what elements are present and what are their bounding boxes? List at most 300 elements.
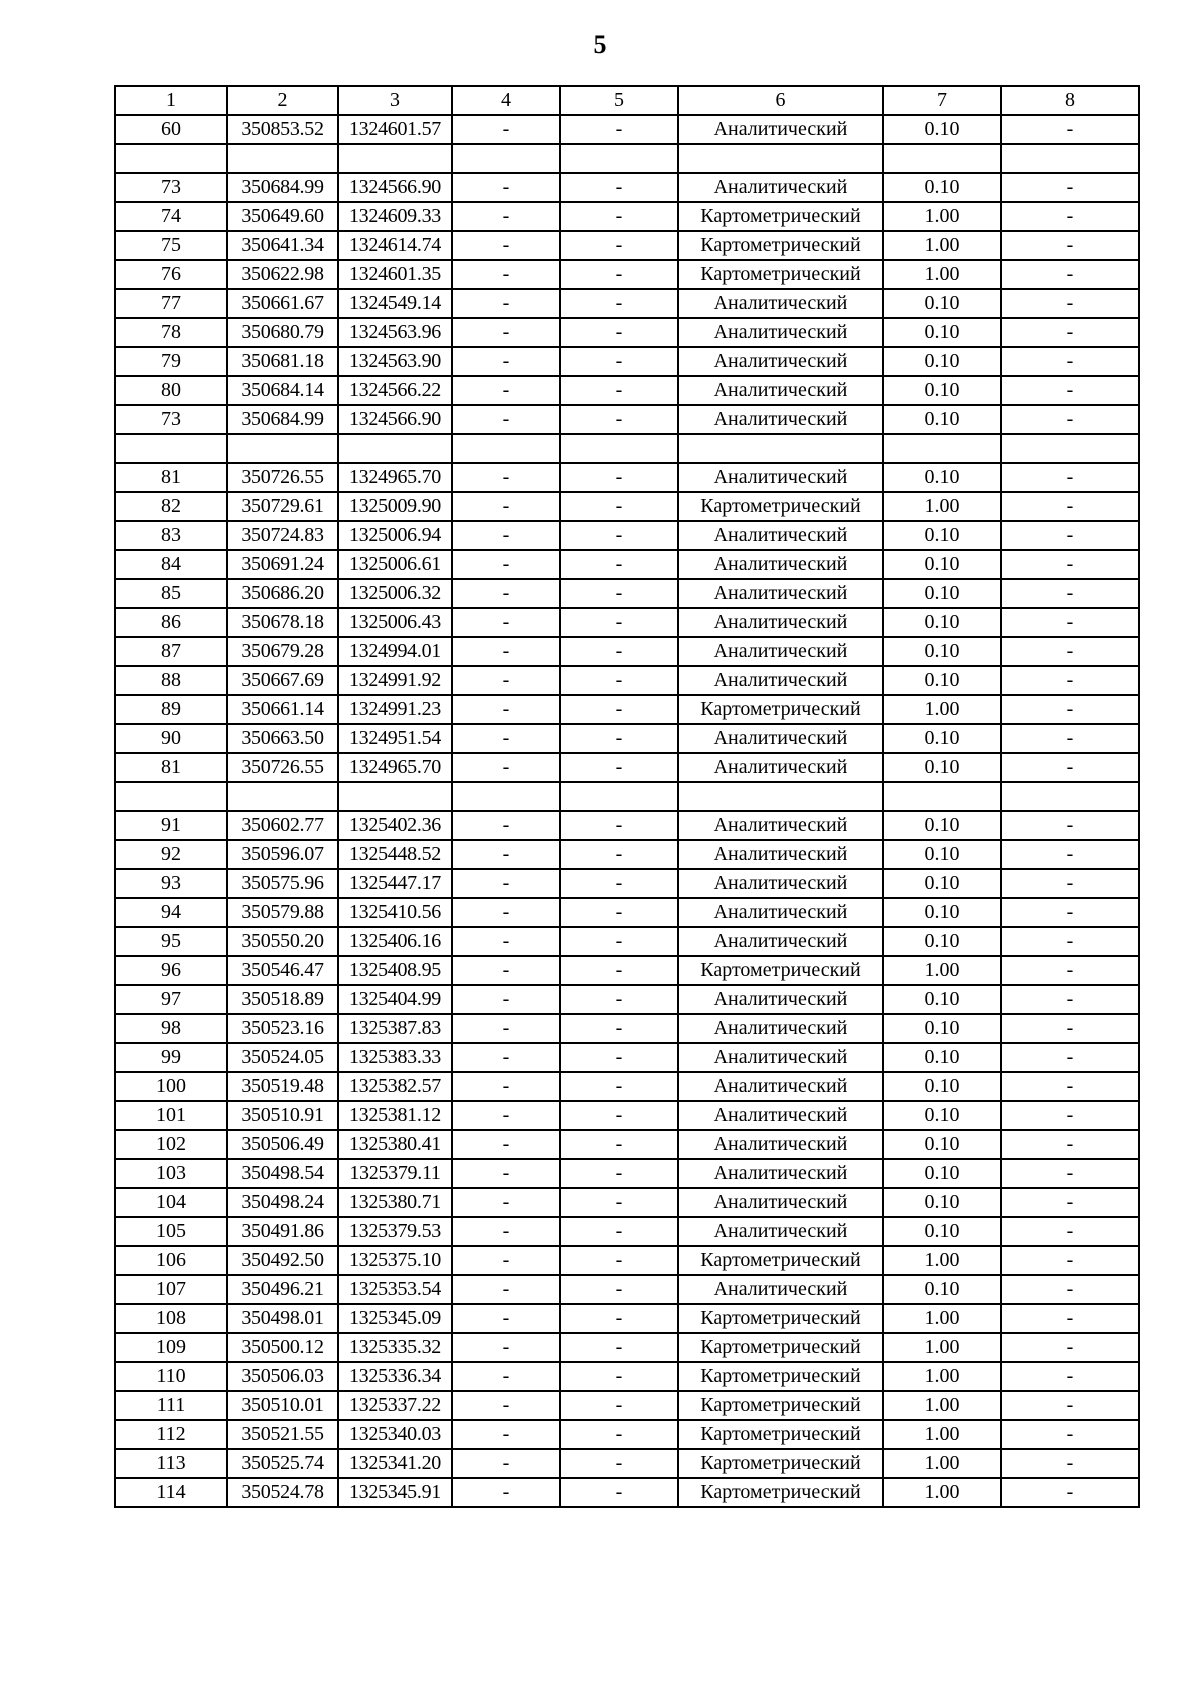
cell-col-8: - [1001,985,1139,1014]
cell-col-4: - [452,608,560,637]
cell-col-6: Аналитический [678,898,883,927]
cell-col-2: 350498.01 [227,1304,338,1333]
cell-col-8: - [1001,347,1139,376]
cell-col-4: - [452,666,560,695]
cell-col-5: - [560,1304,678,1333]
cell-col-4: - [452,318,560,347]
table-row [115,811,1139,840]
cell-col-8: - [1001,637,1139,666]
cell-col-8: - [1001,202,1139,231]
cell-col-3: 1324566.90 [338,173,452,202]
cell-col-2: 350506.49 [227,1130,338,1159]
cell-col-5: - [560,1246,678,1275]
cell-col-6: Аналитический [678,1275,883,1304]
cell-col-5: - [560,1333,678,1362]
cell-col-2: 350500.12 [227,1333,338,1362]
column-header-5: 5 [560,86,678,115]
cell-col-2 [227,782,338,811]
cell-col-8: - [1001,1449,1139,1478]
cell-col-2: 350550.20 [227,927,338,956]
table-row [115,637,1139,666]
cell-col-7: 0.10 [883,1130,1001,1159]
table-row [115,695,1139,724]
table-row [115,260,1139,289]
cell-col-4: - [452,985,560,1014]
cell-col-1 [115,144,227,173]
cell-col-4: - [452,347,560,376]
cell-col-5: - [560,550,678,579]
cell-col-7: 1.00 [883,1304,1001,1333]
cell-col-6: Аналитический [678,1101,883,1130]
cell-col-2: 350684.99 [227,405,338,434]
cell-col-6: Аналитический [678,637,883,666]
cell-col-7: 0.10 [883,405,1001,434]
cell-col-3 [338,144,452,173]
cell-col-1: 75 [115,231,227,260]
cell-col-3: 1325380.71 [338,1188,452,1217]
cell-col-7: 0.10 [883,869,1001,898]
column-header-7: 7 [883,86,1001,115]
cell-col-6: Аналитический [678,1043,883,1072]
cell-col-1: 80 [115,376,227,405]
cell-col-3: 1325337.22 [338,1391,452,1420]
cell-col-1: 79 [115,347,227,376]
cell-col-5: - [560,579,678,608]
cell-col-2: 350729.61 [227,492,338,521]
cell-col-1: 86 [115,608,227,637]
cell-col-8: - [1001,869,1139,898]
cell-col-2: 350724.83 [227,521,338,550]
cell-col-7: 0.10 [883,666,1001,695]
cell-col-5: - [560,463,678,492]
table-row [115,1159,1139,1188]
cell-col-2: 350498.24 [227,1188,338,1217]
cell-col-5: - [560,1217,678,1246]
cell-col-8: - [1001,1217,1139,1246]
cell-col-6: Аналитический [678,579,883,608]
cell-col-1: 81 [115,463,227,492]
cell-col-3: 1325408.95 [338,956,452,985]
table-row [115,463,1139,492]
cell-col-7: 1.00 [883,260,1001,289]
cell-col-7: 1.00 [883,1391,1001,1420]
cell-col-4: - [452,1478,560,1507]
cell-col-3: 1325006.32 [338,579,452,608]
cell-col-4: - [452,173,560,202]
cell-col-8: - [1001,1043,1139,1072]
cell-col-4: - [452,115,560,144]
table-row [115,347,1139,376]
cell-col-5: - [560,173,678,202]
cell-col-7: 0.10 [883,753,1001,782]
cell-col-2: 350641.34 [227,231,338,260]
cell-col-5: - [560,115,678,144]
cell-col-6 [678,434,883,463]
cell-col-6: Аналитический [678,811,883,840]
cell-col-7: 0.10 [883,347,1001,376]
cell-col-6: Аналитический [678,724,883,753]
cell-col-3 [338,434,452,463]
column-header-4: 4 [452,86,560,115]
cell-col-7: 0.10 [883,1101,1001,1130]
cell-col-3: 1325379.53 [338,1217,452,1246]
cell-col-8: - [1001,666,1139,695]
cell-col-3: 1324566.22 [338,376,452,405]
cell-col-4: - [452,376,560,405]
cell-col-8: - [1001,1159,1139,1188]
cell-col-3: 1325336.34 [338,1362,452,1391]
cell-col-7: 0.10 [883,1043,1001,1072]
cell-col-4: - [452,521,560,550]
cell-col-5: - [560,869,678,898]
cell-col-2: 350663.50 [227,724,338,753]
cell-col-6: Аналитический [678,985,883,1014]
cell-col-7: 0.10 [883,521,1001,550]
table-row [115,1333,1139,1362]
cell-col-5 [560,144,678,173]
cell-col-5: - [560,898,678,927]
cell-col-4: - [452,1275,560,1304]
cell-col-3: 1324601.57 [338,115,452,144]
table-row [115,492,1139,521]
cell-col-5: - [560,1072,678,1101]
cell-col-4: - [452,1217,560,1246]
cell-col-1: 102 [115,1130,227,1159]
cell-col-4 [452,434,560,463]
cell-col-5: - [560,637,678,666]
separator-row [115,782,1139,811]
cell-col-4: - [452,231,560,260]
cell-col-2: 350524.78 [227,1478,338,1507]
table-row [115,927,1139,956]
cell-col-6: Картометрический [678,1362,883,1391]
cell-col-7: 1.00 [883,695,1001,724]
cell-col-1: 78 [115,318,227,347]
cell-col-6: Аналитический [678,1217,883,1246]
cell-col-8: - [1001,811,1139,840]
cell-col-2: 350524.05 [227,1043,338,1072]
cell-col-2: 350510.01 [227,1391,338,1420]
table-row [115,521,1139,550]
cell-col-6: Аналитический [678,550,883,579]
cell-col-6: Картометрический [678,202,883,231]
cell-col-6: Аналитический [678,173,883,202]
cell-col-3: 1325341.20 [338,1449,452,1478]
cell-col-1: 99 [115,1043,227,1072]
table-body [115,86,1139,1507]
cell-col-2: 350492.50 [227,1246,338,1275]
cell-col-2: 350678.18 [227,608,338,637]
cell-col-5: - [560,347,678,376]
cell-col-1: 100 [115,1072,227,1101]
cell-col-1: 106 [115,1246,227,1275]
cell-col-2: 350684.14 [227,376,338,405]
cell-col-3: 1324965.70 [338,753,452,782]
cell-col-8: - [1001,1333,1139,1362]
cell-col-6: Аналитический [678,608,883,637]
table-row [115,1304,1139,1333]
cell-col-2: 350496.21 [227,1275,338,1304]
cell-col-2: 350853.52 [227,115,338,144]
cell-col-6: Картометрический [678,695,883,724]
cell-col-3: 1325383.33 [338,1043,452,1072]
cell-col-1: 101 [115,1101,227,1130]
cell-col-4: - [452,1101,560,1130]
cell-col-8: - [1001,173,1139,202]
cell-col-2: 350546.47 [227,956,338,985]
cell-col-2: 350649.60 [227,202,338,231]
cell-col-1: 113 [115,1449,227,1478]
cell-col-3: 1324614.74 [338,231,452,260]
cell-col-2: 350686.20 [227,579,338,608]
table-row [115,1130,1139,1159]
cell-col-3: 1325381.12 [338,1101,452,1130]
cell-col-4: - [452,927,560,956]
cell-col-8: - [1001,1391,1139,1420]
table-row [115,173,1139,202]
cell-col-6: Аналитический [678,753,883,782]
cell-col-2: 350525.74 [227,1449,338,1478]
cell-col-3: 1324601.35 [338,260,452,289]
table-row [115,840,1139,869]
cell-col-4: - [452,405,560,434]
cell-col-6: Аналитический [678,1072,883,1101]
cell-col-1: 108 [115,1304,227,1333]
cell-col-1: 95 [115,927,227,956]
cell-col-2: 350491.86 [227,1217,338,1246]
cell-col-5: - [560,1478,678,1507]
cell-col-2: 350679.28 [227,637,338,666]
cell-col-7: 0.10 [883,840,1001,869]
cell-col-3: 1325380.41 [338,1130,452,1159]
table-row [115,898,1139,927]
cell-col-3: 1325402.36 [338,811,452,840]
cell-col-1: 90 [115,724,227,753]
table-row [115,666,1139,695]
cell-col-7: 0.10 [883,173,1001,202]
cell-col-1: 103 [115,1159,227,1188]
cell-col-6: Аналитический [678,927,883,956]
cell-col-2: 350498.54 [227,1159,338,1188]
cell-col-3: 1324563.90 [338,347,452,376]
cell-col-1: 109 [115,1333,227,1362]
cell-col-3: 1325406.16 [338,927,452,956]
cell-col-8: - [1001,550,1139,579]
cell-col-5: - [560,1420,678,1449]
cell-col-5: - [560,1391,678,1420]
cell-col-1: 93 [115,869,227,898]
cell-col-6: Картометрический [678,260,883,289]
cell-col-4: - [452,579,560,608]
cell-col-5: - [560,376,678,405]
cell-col-6: Аналитический [678,115,883,144]
table-row [115,869,1139,898]
column-header-6: 6 [678,86,883,115]
cell-col-7: 0.10 [883,1188,1001,1217]
cell-col-7: 0.10 [883,811,1001,840]
cell-col-5: - [560,956,678,985]
cell-col-8: - [1001,1420,1139,1449]
cell-col-3: 1325387.83 [338,1014,452,1043]
cell-col-8: - [1001,608,1139,637]
cell-col-1: 73 [115,405,227,434]
cell-col-5: - [560,811,678,840]
cell-col-7: 0.10 [883,608,1001,637]
table-row [115,1420,1139,1449]
cell-col-2: 350510.91 [227,1101,338,1130]
cell-col-8 [1001,144,1139,173]
column-header-1: 1 [115,86,227,115]
cell-col-2: 350579.88 [227,898,338,927]
cell-col-7: 0.10 [883,1275,1001,1304]
table-row [115,1391,1139,1420]
cell-col-5: - [560,724,678,753]
cell-col-7: 1.00 [883,1420,1001,1449]
cell-col-5: - [560,753,678,782]
cell-col-4: - [452,1420,560,1449]
cell-col-5: - [560,289,678,318]
cell-col-5: - [560,1101,678,1130]
table-row [115,550,1139,579]
table-row [115,405,1139,434]
column-header-2: 2 [227,86,338,115]
cell-col-3: 1325382.57 [338,1072,452,1101]
cell-col-4: - [452,463,560,492]
cell-col-1 [115,782,227,811]
cell-col-4 [452,144,560,173]
cell-col-8: - [1001,376,1139,405]
cell-col-7: 1.00 [883,956,1001,985]
cell-col-2: 350684.99 [227,173,338,202]
cell-col-3: 1324951.54 [338,724,452,753]
cell-col-4: - [452,1304,560,1333]
cell-col-8: - [1001,753,1139,782]
cell-col-7 [883,434,1001,463]
cell-col-3: 1325009.90 [338,492,452,521]
cell-col-3: 1325404.99 [338,985,452,1014]
cell-col-8: - [1001,318,1139,347]
cell-col-5: - [560,260,678,289]
cell-col-7: 0.10 [883,463,1001,492]
cell-col-3: 1325448.52 [338,840,452,869]
cell-col-5: - [560,521,678,550]
cell-col-5: - [560,202,678,231]
cell-col-1 [115,434,227,463]
cell-col-6: Картометрический [678,1304,883,1333]
cell-col-4: - [452,724,560,753]
cell-col-1: 83 [115,521,227,550]
cell-col-1: 110 [115,1362,227,1391]
cell-col-2: 350691.24 [227,550,338,579]
cell-col-4: - [452,1449,560,1478]
table-row [115,608,1139,637]
table-row [115,202,1139,231]
cell-col-7: 0.10 [883,1072,1001,1101]
cell-col-5: - [560,695,678,724]
cell-col-3: 1325345.91 [338,1478,452,1507]
cell-col-5 [560,782,678,811]
cell-col-3: 1325375.10 [338,1246,452,1275]
cell-col-7: 0.10 [883,115,1001,144]
cell-col-6: Аналитический [678,1130,883,1159]
cell-col-8: - [1001,1101,1139,1130]
cell-col-8: - [1001,1072,1139,1101]
cell-col-1: 107 [115,1275,227,1304]
cell-col-1: 81 [115,753,227,782]
table-row [115,1449,1139,1478]
cell-col-8: - [1001,927,1139,956]
cell-col-4: - [452,1072,560,1101]
cell-col-1: 82 [115,492,227,521]
table-row [115,318,1139,347]
cell-col-3: 1325335.32 [338,1333,452,1362]
cell-col-2: 350680.79 [227,318,338,347]
cell-col-7: 1.00 [883,202,1001,231]
cell-col-8: - [1001,521,1139,550]
cell-col-4: - [452,1043,560,1072]
cell-col-4: - [452,1362,560,1391]
cell-col-3: 1325410.56 [338,898,452,927]
table-row [115,724,1139,753]
cell-col-6: Картометрический [678,1449,883,1478]
cell-col-1: 76 [115,260,227,289]
cell-col-4: - [452,956,560,985]
cell-col-4: - [452,898,560,927]
cell-col-7: 1.00 [883,1246,1001,1275]
cell-col-1: 104 [115,1188,227,1217]
cell-col-1: 96 [115,956,227,985]
cell-col-8: - [1001,840,1139,869]
table-row [115,579,1139,608]
table-row [115,1072,1139,1101]
table-row [115,1246,1139,1275]
cell-col-4: - [452,1159,560,1188]
table-row [115,1043,1139,1072]
table-row [115,1101,1139,1130]
table-row [115,1478,1139,1507]
cell-col-7: 1.00 [883,1333,1001,1362]
cell-col-1: 87 [115,637,227,666]
cell-col-1: 60 [115,115,227,144]
cell-col-6: Аналитический [678,376,883,405]
cell-col-8: - [1001,579,1139,608]
cell-col-8: - [1001,724,1139,753]
cell-col-4: - [452,550,560,579]
cell-col-8: - [1001,1246,1139,1275]
cell-col-2 [227,144,338,173]
cell-col-7: 0.10 [883,318,1001,347]
cell-col-5: - [560,1362,678,1391]
cell-col-7: 0.10 [883,579,1001,608]
cell-col-6: Аналитический [678,1014,883,1043]
cell-col-7: 0.10 [883,1217,1001,1246]
cell-col-7: 0.10 [883,1014,1001,1043]
cell-col-3: 1325379.11 [338,1159,452,1188]
cell-col-3: 1324994.01 [338,637,452,666]
cell-col-4: - [452,260,560,289]
cell-col-4: - [452,1014,560,1043]
cell-col-7: 0.10 [883,550,1001,579]
cell-col-3: 1325447.17 [338,869,452,898]
cell-col-3: 1324563.96 [338,318,452,347]
cell-col-3 [338,782,452,811]
separator-row [115,434,1139,463]
cell-col-6: Картометрический [678,1478,883,1507]
cell-col-4: - [452,202,560,231]
cell-col-6: Аналитический [678,318,883,347]
cell-col-6: Аналитический [678,463,883,492]
cell-col-7: 0.10 [883,927,1001,956]
